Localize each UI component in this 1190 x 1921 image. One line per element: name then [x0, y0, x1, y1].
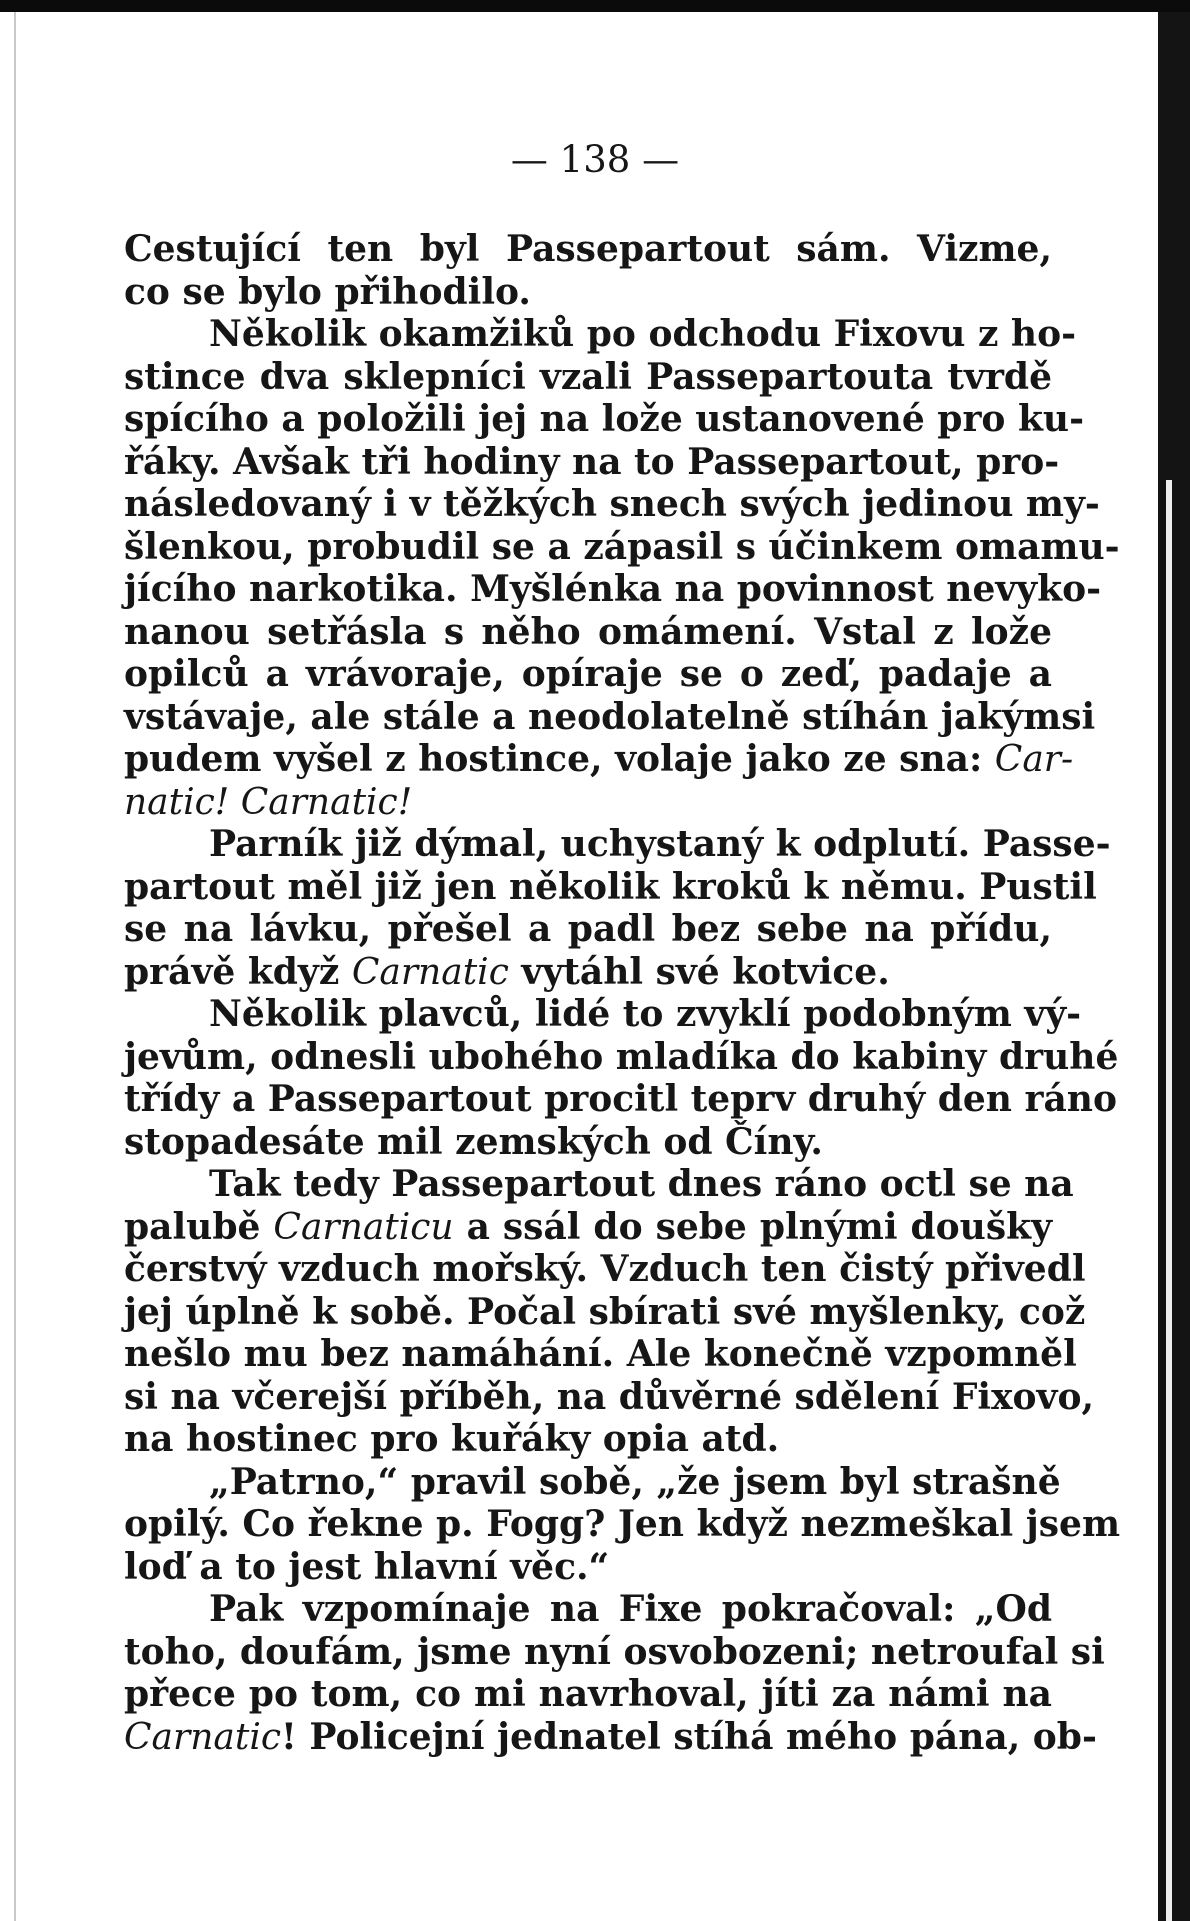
text-line — [124, 781, 1052, 824]
italic-ship-name: natic! Carnatic! — [124, 781, 413, 823]
text-line: právě když Carnatic vytáhl své kotvice. — [124, 950, 890, 993]
text-line: stince dva sklepníci vzali Passepartouta tvrdě — [124, 355, 1052, 398]
text-line: třídy a Passepartout procitl teprv druhý den ráno — [124, 1078, 1117, 1120]
text-line: Parník již dýmal, uchystaný k odplutí. Passe- — [209, 823, 1111, 865]
page-number: — 138 — — [510, 138, 680, 181]
text-line: spícího a položili jej na lože ustanovené pro ku- — [124, 398, 1085, 440]
text-line: Několik plavců, lidé to zvyklí podobným vý- — [209, 993, 1082, 1035]
text-line: Několik okamžiků po odchodu Fixovu z ho- — [209, 313, 1077, 355]
text-line: následovaný i v těžkých snech svých jedinou my- — [124, 483, 1100, 525]
italic-ship-name: Carnatic — [124, 1716, 282, 1758]
scan-right-edge — [1158, 12, 1190, 1921]
italic-ship-name: Carnaticu — [273, 1206, 454, 1248]
text-line: na hostinec pro kuřáky opia atd. — [124, 1418, 780, 1460]
text-line: šlenkou, probudil se a zápasil s účinkem omamu- — [124, 525, 1120, 568]
text-line: Carnatic! Policejní jednatel stíhá mého pána, ob- — [124, 1715, 1097, 1758]
text-line: řáky. Avšak tři hodiny na to Passepartout, pro- — [124, 440, 1060, 483]
text-line: vstávaje, ale stále a neodolatelně stíhán jakýmsi — [124, 695, 1096, 738]
text-line: čerstvý vzduch mořský. Vzduch ten čistý přivedl — [124, 1248, 1086, 1290]
text-line: opilý. Co řekne p. Fogg? Jen když nezmeškal jsem — [124, 1503, 1121, 1545]
text-line: opilců a vrávoraje, opíraje se o zeď, padaje a — [124, 653, 1052, 695]
text-line: si na včerejší příběh, na důvěrné sdělení Fixovo, — [124, 1375, 1095, 1418]
italic-ship-name: Car- — [994, 739, 1074, 780]
text-line: se na lávku, přešel a padl bez sebe na přídu, — [124, 908, 1052, 950]
text-line: stopadesáte mil zemských od Číny. — [124, 1120, 823, 1163]
text-line: Cestující ten byl Passepartout sám. Vizme, — [124, 228, 1052, 270]
italic-ship-name: Carnatic — [351, 951, 509, 993]
body-text — [124, 228, 1121, 1758]
scan-right-page-edge — [1166, 480, 1172, 1921]
text-line: co se bylo přihodilo. — [124, 270, 531, 313]
text-line: toho, doufám, jsme nyní osvobozeni; netroufal si — [124, 1630, 1105, 1673]
scan-left-edge — [14, 12, 16, 1921]
text-line: jevům, odnesli ubohého mladíka do kabiny druhé — [124, 1035, 1119, 1078]
scan-top-edge — [0, 0, 1190, 12]
text-line: jej úplně k sobě. Počal sbírati své myšlenky, což — [124, 1290, 1086, 1333]
text-line: jícího narkotika. Myšlénka na povinnost nevyko- — [124, 568, 1102, 610]
text-line: nanou setřásla s něho omámení. Vstal z lože — [124, 610, 1052, 653]
text-line: pudem vyšel z hostince, volaje jako ze sna: Car- — [124, 738, 1074, 780]
text-line: Tak tedy Passepartout dnes ráno octl se na — [209, 1163, 1074, 1205]
text-line: nešlo mu bez namáhání. Ale konečně vzpomněl — [124, 1333, 1077, 1375]
text-line: palubě Carnaticu a ssál do sebe plnými doušky — [124, 1205, 1052, 1248]
text-line: „Patrno,“ pravil sobě, „že jsem byl strašně — [209, 1460, 1061, 1503]
text-line: Pak vzpomínaje na Fixe pokračoval: „Od — [209, 1588, 1052, 1630]
text-line: loď a to jest hlavní věc.“ — [124, 1545, 610, 1588]
text-line: partout měl již jen několik kroků k němu. Pustil — [124, 865, 1097, 908]
text-line: přece po tom, co mi navrhoval, jíti za námi na — [124, 1673, 1052, 1715]
